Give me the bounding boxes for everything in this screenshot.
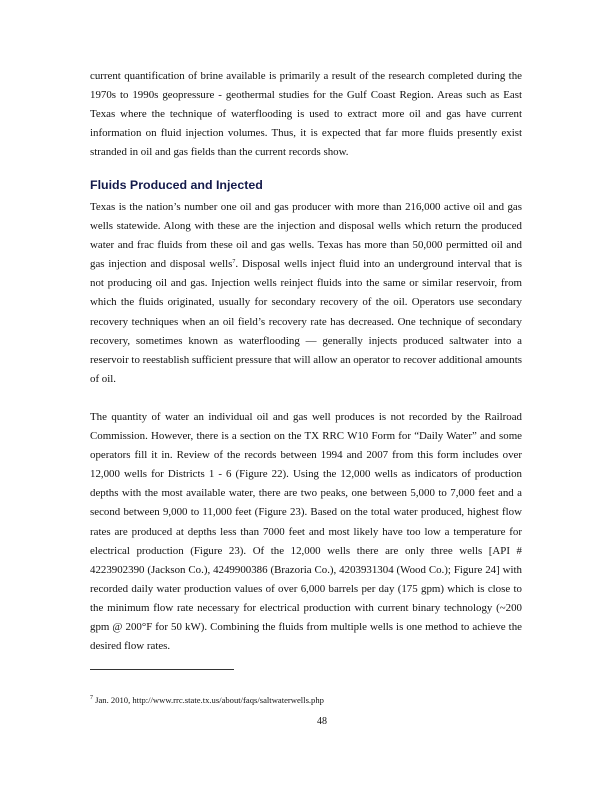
paragraph-text-part: . Disposal wells inject fluid into an underground interval that is not producing oil and gas. Injection wells reinject fluids into the same or similar reservoir, from which the fluids originated, usually for secondary recovery of the oil. Operators use secondary recovery techniques when an oil field’s recovery rate has decreased. One technique of secondary recovery, sometimes known as waterflooding — generally injects produced saltwater into a reservoir to reestablish sufficient pressure that will allow an operator to recover additional amounts of oil. [90, 258, 522, 385]
page-number: 48 [317, 716, 327, 727]
paragraph-text: The quantity of water an individual oil and gas well produces is not recorded by the Railroad Commission. However, there is a section on the TX RRC W10 Form for “Daily Water” and some operators fill it in. Review of the records between 1994 and 2007 from this form includes over 12,000 wells for Districts 1 - 6 (Figure 22). Using the 12,000 wells as indicators of production depths with the most available water, there are two peaks, one between 5,000 to 7,000 feet and a second between 9,000 to 11,000 feet (Figure 23). Based on the total water produced, highest flow rates are produced at depths less than 7000 feet and most likely have too low a temperature for electrical production (Figure 23). Of the 12,000 wells there are only three wells [API # 4223902390 (Jackson Co.), 4249900386 (Brazoria Co.), 4203931304 (Wood Co.); Figure 24] with recorded daily water production values of over 6,000 barrels per day (175 gpm) which is close to the minimum flow rate necessary for electrical production with current binary technology (~200 gpm @ 200°F for 50 kW). Combining the fluids from multiple wells is one method to achieve the desired flow rates. [90, 411, 522, 653]
footnote [90, 695, 324, 705]
footnote-divider [90, 669, 234, 670]
section-heading: Fluids Produced and Injected [90, 178, 263, 192]
paragraph-text: current quantification of brine available is primarily a result of the research completed during the 1970s to 1990s geopressure - geothermal studies for the Gulf Coast Region. Areas such as East Texas where the technique of waterflooding is used to extract more oil and gas have current information on fluid injection volumes. Thus, it is expected that far more fluids presently exist stranded in oil and gas fields than the current records show. [90, 70, 522, 159]
footnote-number: 7 [90, 695, 93, 701]
paragraph-water-quantity [90, 408, 522, 656]
paragraph-text [90, 198, 522, 389]
footnote-text: Jan. 2010, http://www.rrc.state.tx.us/about/faqs/saltwaterwells.php [93, 695, 324, 705]
footnote-reference: 7 [232, 259, 236, 266]
paragraph-text-part: Texas is the nation’s number one oil and gas producer with more than 216,000 active oil and gas wells statewide. Along with these are the injection and disposal wells which return the produced water and frac fluids from these oil and gas wells. Texas has more than 50,000 permitted oil and gas injection and disposal wells [90, 201, 522, 271]
paragraph-fluids-produced [90, 198, 522, 389]
paragraph-brine-quantification [90, 67, 522, 162]
